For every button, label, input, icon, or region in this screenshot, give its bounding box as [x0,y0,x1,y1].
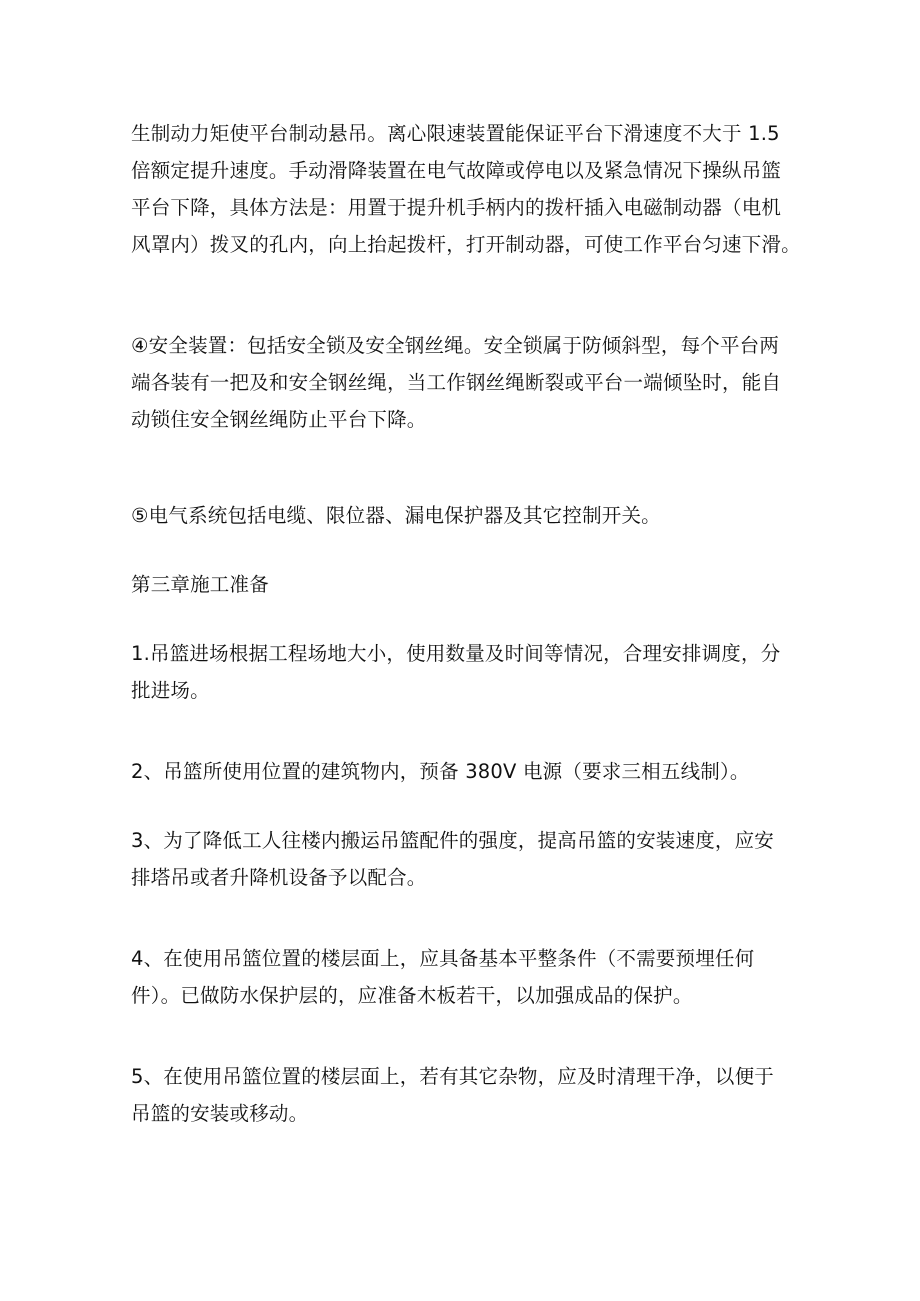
heading-text: 第三章施工准备 [131,573,269,596]
text-line: ④安全装置：包括安全锁及安全钢丝绳。安全锁属于防倾斜型，每个平台两 [131,334,780,357]
text-line: 4、在使用吊篮位置的楼层面上，应具备基本平整条件（不需要预埋任何 [131,947,755,970]
text-line: 批进场。 [131,679,210,702]
text-line: 3、为了降低工人往楼内搬运吊篮配件的强度，提高吊篮的安装速度，应安 [131,829,775,852]
text-line: 端各装有一把及和安全钢丝绳，当工作钢丝绳断裂或平台一端倾坠时，能自 [131,371,782,394]
text-line: 2、吊篮所使用位置的建筑物内，预备 380V 电源（要求三相五线制）。 [131,760,750,783]
text-line: 5、在使用吊篮位置的楼层面上，若有其它杂物，应及时清理干净，以便于 [131,1065,775,1088]
paragraph-item-4 [131,940,791,1014]
paragraph-item-3 [131,822,791,896]
text-line: 风罩内）拨叉的孔内，向上抬起拨杆，打开制动器，可使工作平台匀速下滑。 [131,233,801,256]
paragraph-brake-description [131,115,801,263]
chapter-heading [131,566,791,603]
text-line: 1.吊篮进场根据工程场地大小，使用数量及时间等情况，合理安排调度，分 [131,642,781,665]
text-line: 件）。已做防水保护层的，应准备木板若干，以加强成品的保护。 [131,984,693,1007]
paragraph-safety-device [131,327,791,438]
paragraph-electrical-system [131,497,791,534]
paragraph-item-2 [131,753,791,790]
text-line: 生制动力矩使平台制动悬吊。离心限速装置能保证平台下滑速度不大于 1.5 [131,122,780,145]
paragraph-item-5 [131,1058,791,1132]
text-line: 动锁住安全钢丝绳防止平台下降。 [131,408,427,431]
text-line: 倍额定提升速度。手动滑降装置在电气故障或停电以及紧急情况下操纵吊篮 [131,159,782,182]
text-line: 平台下降，具体方法是：用置于提升机手柄内的拨杆插入电磁制动器（电机 [131,196,782,219]
paragraph-item-1 [131,635,791,709]
text-line: ⑤电气系统包括电缆、限位器、漏电保护器及其它控制开关。 [131,504,661,527]
text-line: 排塔吊或者升降机设备予以配合。 [131,866,427,889]
text-line: 吊篮的安装或移动。 [131,1102,309,1125]
